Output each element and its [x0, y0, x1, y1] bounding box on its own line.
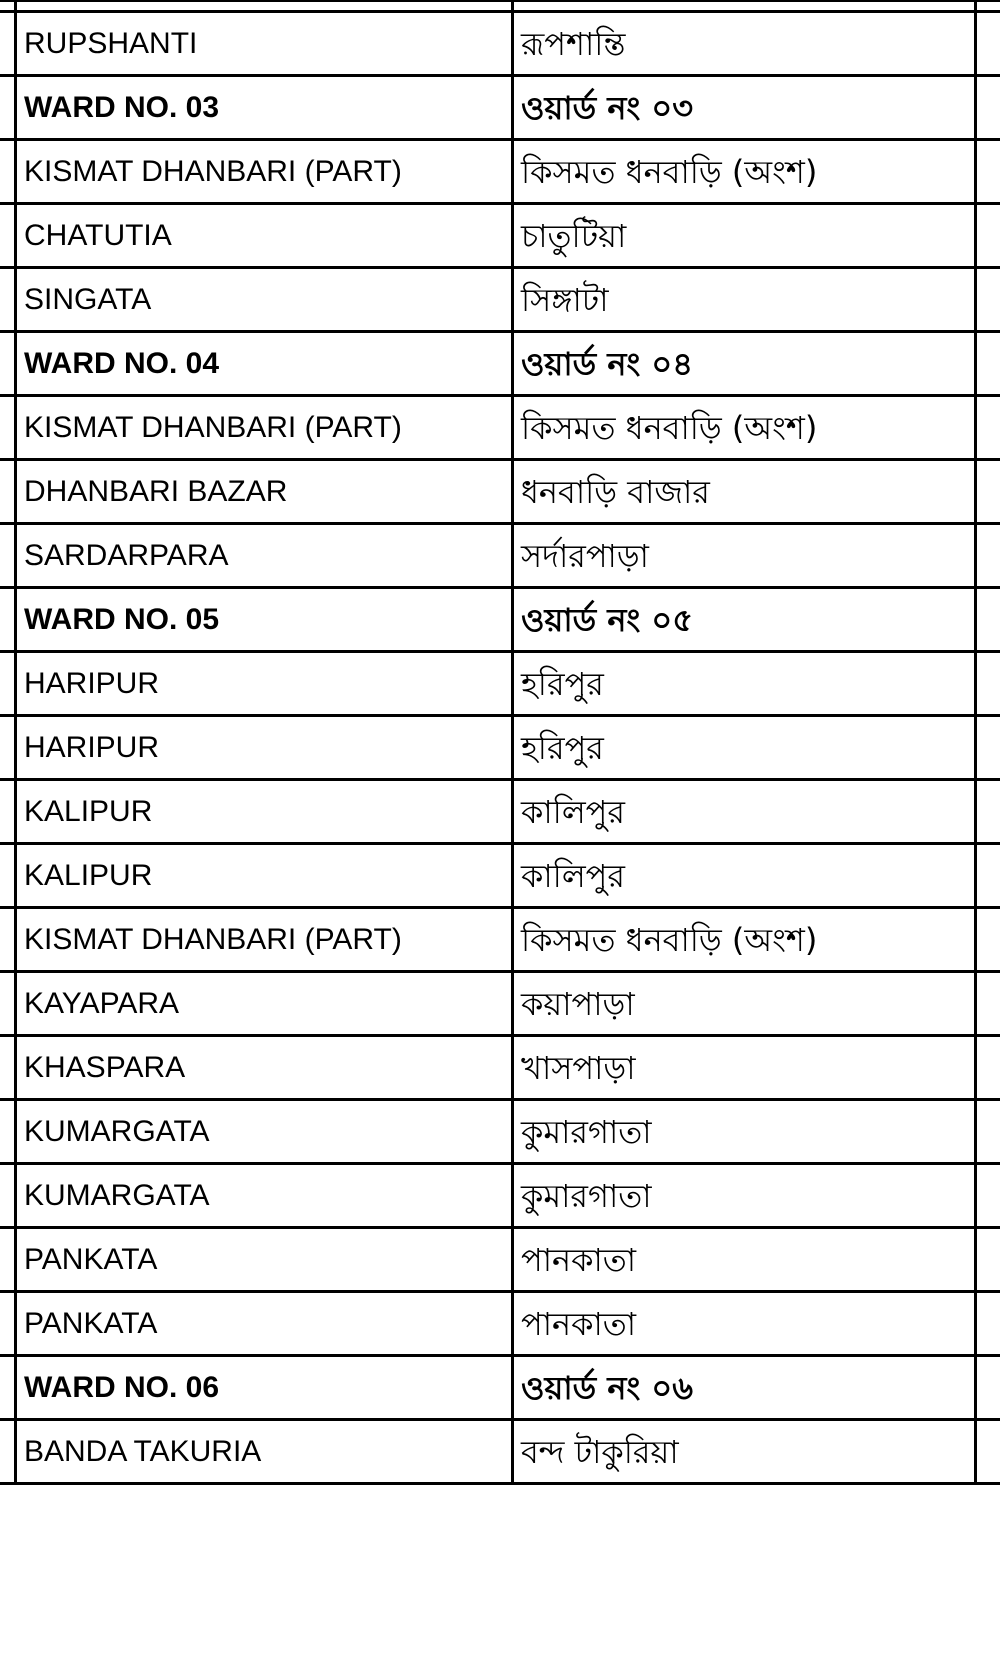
village-name-english: KHASPARA [16, 1036, 513, 1100]
village-row [0, 1100, 1000, 1164]
village-row [0, 908, 1000, 972]
village-name-english: SINGATA [16, 268, 513, 332]
right-edge-cell [976, 1292, 1000, 1356]
left-edge-cell [0, 1036, 16, 1100]
village-row [0, 396, 1000, 460]
village-name-english: KISMAT DHANBARI (PART) [16, 396, 513, 460]
village-row [0, 652, 1000, 716]
left-edge-cell [0, 1356, 16, 1420]
ward-header-row [0, 332, 1000, 396]
right-edge-cell [976, 1164, 1000, 1228]
ward-title-bengali: ওয়ার্ড নং ০৩ [513, 76, 976, 140]
village-row [0, 524, 1000, 588]
right-edge-cell [976, 76, 1000, 140]
ward-title-bengali: ওয়ার্ড নং ০৪ [513, 332, 976, 396]
right-edge-cell [976, 396, 1000, 460]
village-name-bengali: সিঙ্গাটা [513, 268, 976, 332]
left-edge-cell [0, 396, 16, 460]
left-edge-cell [0, 1100, 16, 1164]
ward-header-row [0, 1356, 1000, 1420]
village-name-english: HARIPUR [16, 652, 513, 716]
village-name-bengali: হরিপুর [513, 716, 976, 780]
ward-title-bengali: ওয়ার্ড নং ০৫ [513, 588, 976, 652]
village-name-bengali: কিসমত ধনবাড়ি (অংশ) [513, 908, 976, 972]
village-name-bengali: কালিপুর [513, 780, 976, 844]
village-name-bengali: কিসমত ধনবাড়ি (অংশ) [513, 140, 976, 204]
left-edge-cell [0, 780, 16, 844]
left-edge-cell [0, 140, 16, 204]
right-edge-cell [976, 1356, 1000, 1420]
village-name-english: KAYAPARA [16, 972, 513, 1036]
village-name-bengali: পানকাতা [513, 1292, 976, 1356]
ward-title-english: WARD NO. 06 [16, 1356, 513, 1420]
right-edge-cell [976, 12, 1000, 76]
ward-title-english: WARD NO. 05 [16, 588, 513, 652]
right-edge-cell [976, 908, 1000, 972]
village-row [0, 972, 1000, 1036]
left-edge-cell [0, 588, 16, 652]
right-edge-cell [976, 844, 1000, 908]
village-name-bengali: হরিপুর [513, 652, 976, 716]
left-edge-cell [0, 972, 16, 1036]
left-edge-cell [0, 524, 16, 588]
village-row [0, 1036, 1000, 1100]
village-name-english: PANKATA [16, 1292, 513, 1356]
village-row [0, 140, 1000, 204]
village-name-english: RUPSHANTI [16, 12, 513, 76]
village-name-bengali: ধনবাড়ি বাজার [513, 460, 976, 524]
village-name-bengali: কুমারগাতা [513, 1100, 976, 1164]
clipped-top-row [0, 1, 1000, 12]
ward-title-english: WARD NO. 03 [16, 76, 513, 140]
village-name-english: HARIPUR [16, 716, 513, 780]
left-edge-cell [0, 460, 16, 524]
village-name-bengali: কালিপুর [513, 844, 976, 908]
left-edge-cell [0, 1420, 16, 1484]
village-name-english: PANKATA [16, 1228, 513, 1292]
right-edge-cell [976, 204, 1000, 268]
right-edge-cell [976, 1, 1000, 12]
village-name-english: BANDA TAKURIA [16, 1420, 513, 1484]
left-edge-cell [0, 652, 16, 716]
right-edge-cell [976, 1420, 1000, 1484]
village-row [0, 268, 1000, 332]
left-edge-cell [0, 204, 16, 268]
village-name-bengali: চাতুটিয়া [513, 204, 976, 268]
village-name-bengali: কুমারগাতা [513, 1164, 976, 1228]
right-edge-cell [976, 780, 1000, 844]
village-name-english: KISMAT DHANBARI (PART) [16, 140, 513, 204]
village-name-bengali: কিসমত ধনবাড়ি (অংশ) [513, 396, 976, 460]
village-name-bengali: সর্দারপাড়া [513, 524, 976, 588]
left-edge-cell [0, 908, 16, 972]
left-edge-cell [0, 844, 16, 908]
village-name-bengali: কয়াপাড়া [513, 972, 976, 1036]
village-row [0, 1292, 1000, 1356]
village-row [0, 780, 1000, 844]
left-edge-cell [0, 332, 16, 396]
right-edge-cell [976, 972, 1000, 1036]
village-name-bengali: বন্দ টাকুরিয়া [513, 1420, 976, 1484]
right-edge-cell [976, 140, 1000, 204]
clipped-bengali-cell [513, 1, 976, 12]
left-edge-cell [0, 76, 16, 140]
village-row [0, 1420, 1000, 1484]
village-name-english: KALIPUR [16, 780, 513, 844]
village-name-english: CHATUTIA [16, 204, 513, 268]
ward-title-english: WARD NO. 04 [16, 332, 513, 396]
table-body [0, 1, 1000, 1484]
ward-header-row [0, 588, 1000, 652]
right-edge-cell [976, 1100, 1000, 1164]
right-edge-cell [976, 332, 1000, 396]
village-row [0, 460, 1000, 524]
left-edge-cell [0, 1164, 16, 1228]
right-edge-cell [976, 588, 1000, 652]
village-row [0, 1228, 1000, 1292]
right-edge-cell [976, 1228, 1000, 1292]
right-edge-cell [976, 460, 1000, 524]
left-edge-cell [0, 716, 16, 780]
left-edge-cell [0, 1, 16, 12]
right-edge-cell [976, 652, 1000, 716]
village-name-english: KUMARGATA [16, 1100, 513, 1164]
village-name-bengali: খাসপাড়া [513, 1036, 976, 1100]
right-edge-cell [976, 1036, 1000, 1100]
left-edge-cell [0, 1228, 16, 1292]
clipped-english-cell [16, 1, 513, 12]
village-name-english: KUMARGATA [16, 1164, 513, 1228]
ward-header-row [0, 76, 1000, 140]
right-edge-cell [976, 268, 1000, 332]
village-name-bengali: পানকাতা [513, 1228, 976, 1292]
village-row [0, 716, 1000, 780]
village-name-english: DHANBARI BAZAR [16, 460, 513, 524]
right-edge-cell [976, 716, 1000, 780]
left-edge-cell [0, 268, 16, 332]
village-row [0, 844, 1000, 908]
ward-title-bengali: ওয়ার্ড নং ০৬ [513, 1356, 976, 1420]
village-row [0, 12, 1000, 76]
right-edge-cell [976, 524, 1000, 588]
village-name-english: SARDARPARA [16, 524, 513, 588]
village-name-english: KALIPUR [16, 844, 513, 908]
village-row [0, 204, 1000, 268]
village-name-bengali: রূপশান্তি [513, 12, 976, 76]
village-name-english: KISMAT DHANBARI (PART) [16, 908, 513, 972]
village-row [0, 1164, 1000, 1228]
left-edge-cell [0, 1292, 16, 1356]
left-edge-cell [0, 12, 16, 76]
